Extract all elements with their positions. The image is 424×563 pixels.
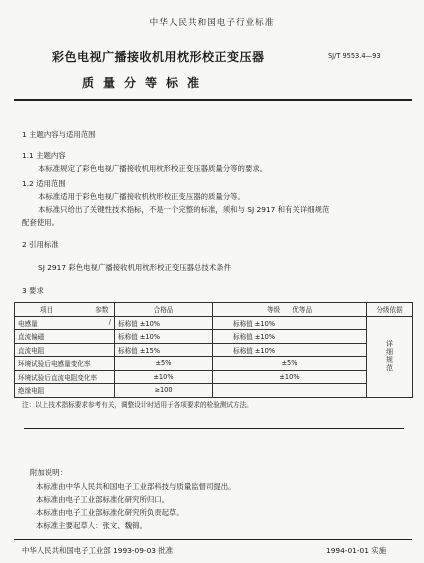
- table-cell-qualified: 标称值 ±15%: [115, 343, 213, 357]
- addendum-line: 本标准由电子工业部标准化研究所负责起草。: [36, 508, 184, 517]
- table-header-level: 等级 优等品: [213, 303, 367, 317]
- table-cell-qualified: ≥100: [115, 384, 213, 398]
- table-cell-superior: 标称值 ±10%: [213, 343, 367, 357]
- section2-heading: 2 引用标准: [22, 240, 59, 249]
- table-row: [15, 370, 413, 384]
- standard-code: SJ/T 9553.4—93: [328, 52, 381, 60]
- section1-2-heading: 1.2 适用范围: [22, 179, 66, 188]
- table-cell-qualified: ±5%: [115, 357, 213, 371]
- addendum-line: 本标准由中华人民共和国电子工业部科技与质量监督司提出。: [36, 482, 236, 491]
- effective-date: 1994-01-01 实施: [326, 546, 387, 555]
- table-row: [15, 316, 413, 330]
- section1-heading: 1 主题内容与适用范围: [22, 130, 96, 139]
- table-header-grade: 合格品: [115, 303, 213, 317]
- table-cell-superior: 标称值 ±10%: [213, 316, 367, 330]
- section1-2-text3: 配套使用。: [22, 218, 59, 227]
- table-row: [15, 343, 413, 357]
- footer-rule: [14, 539, 412, 540]
- table-cell-qualified: 标称值 ±10%: [115, 330, 213, 344]
- table-header-row: [15, 303, 413, 317]
- table-row: [15, 384, 413, 398]
- issuing-org: 中华人民共和国电子行业标准: [149, 18, 275, 28]
- table-row: [15, 330, 413, 344]
- table-cell-superior: 标称值 ±10%: [213, 330, 367, 344]
- table-cell-item: 直流电阻: [15, 343, 115, 357]
- table-row: [15, 357, 413, 371]
- addendum-line: 本标准主要起草人：张文、魏锦。: [36, 521, 147, 530]
- standard-title: 彩色电视广播接收机用枕形校正变压器: [52, 50, 265, 64]
- table-cell-item: 环境试验后直流电阻变化率: [15, 370, 115, 384]
- table-cell-superior: ±10%: [213, 370, 367, 384]
- table-cell-qualified: 标称值 ±10%: [115, 316, 213, 330]
- section1-1-heading: 1.1 主题内容: [22, 151, 66, 160]
- table-cell-item: 电感量 /: [15, 316, 115, 330]
- table-cell-item: 绝缘电阻: [15, 384, 115, 398]
- section1-1-text: 本标准规定了彩色电视广播接收机用枕形校正变压器质量分等的要求。: [38, 164, 268, 173]
- table-cell-superior: ±5%: [213, 357, 367, 371]
- requirements-table: [14, 302, 413, 398]
- addendum-heading: 附加说明：: [30, 468, 67, 477]
- table-cell-superior: [213, 384, 367, 398]
- section3-heading: 3 要求: [22, 286, 44, 295]
- table-cell-qualified: ±10%: [115, 370, 213, 384]
- section1-2-text2: 本标准只给出了关键性技术指标，不是一个完整的标准，须和与 SJ 2917 和有关详细规范: [38, 205, 330, 214]
- table-header-item: 项目 参数: [15, 303, 115, 317]
- table-cell-item: 直流偏磁: [15, 330, 115, 344]
- approval-line: 中华人民共和国电子工业部 1993-09-03 批准: [22, 546, 174, 555]
- table-cell-basis: 详细规范: [367, 316, 413, 397]
- table-cell-item: 环境试验后电感量变化率: [15, 357, 115, 371]
- addendum-line: 本标准由电子工业部标准化研究所归口。: [36, 495, 170, 504]
- section1-2-text1: 本标准适用于彩色电视广播接收机枕形校正变压器的质量分等。: [38, 192, 245, 201]
- header-rule: [14, 99, 412, 101]
- table-header-basis: 分级依据: [367, 303, 413, 317]
- section2-reference: SJ 2917 彩色电视广播接收机用枕形校正变压器总技术条件: [38, 263, 231, 272]
- table-note: 注：以上技术指标要求参考有关，调整设计时适用于各项要求的检验测试方法。: [22, 401, 253, 409]
- addendum-rule: [24, 428, 404, 429]
- standard-subtitle: 质量分等标准: [82, 76, 209, 90]
